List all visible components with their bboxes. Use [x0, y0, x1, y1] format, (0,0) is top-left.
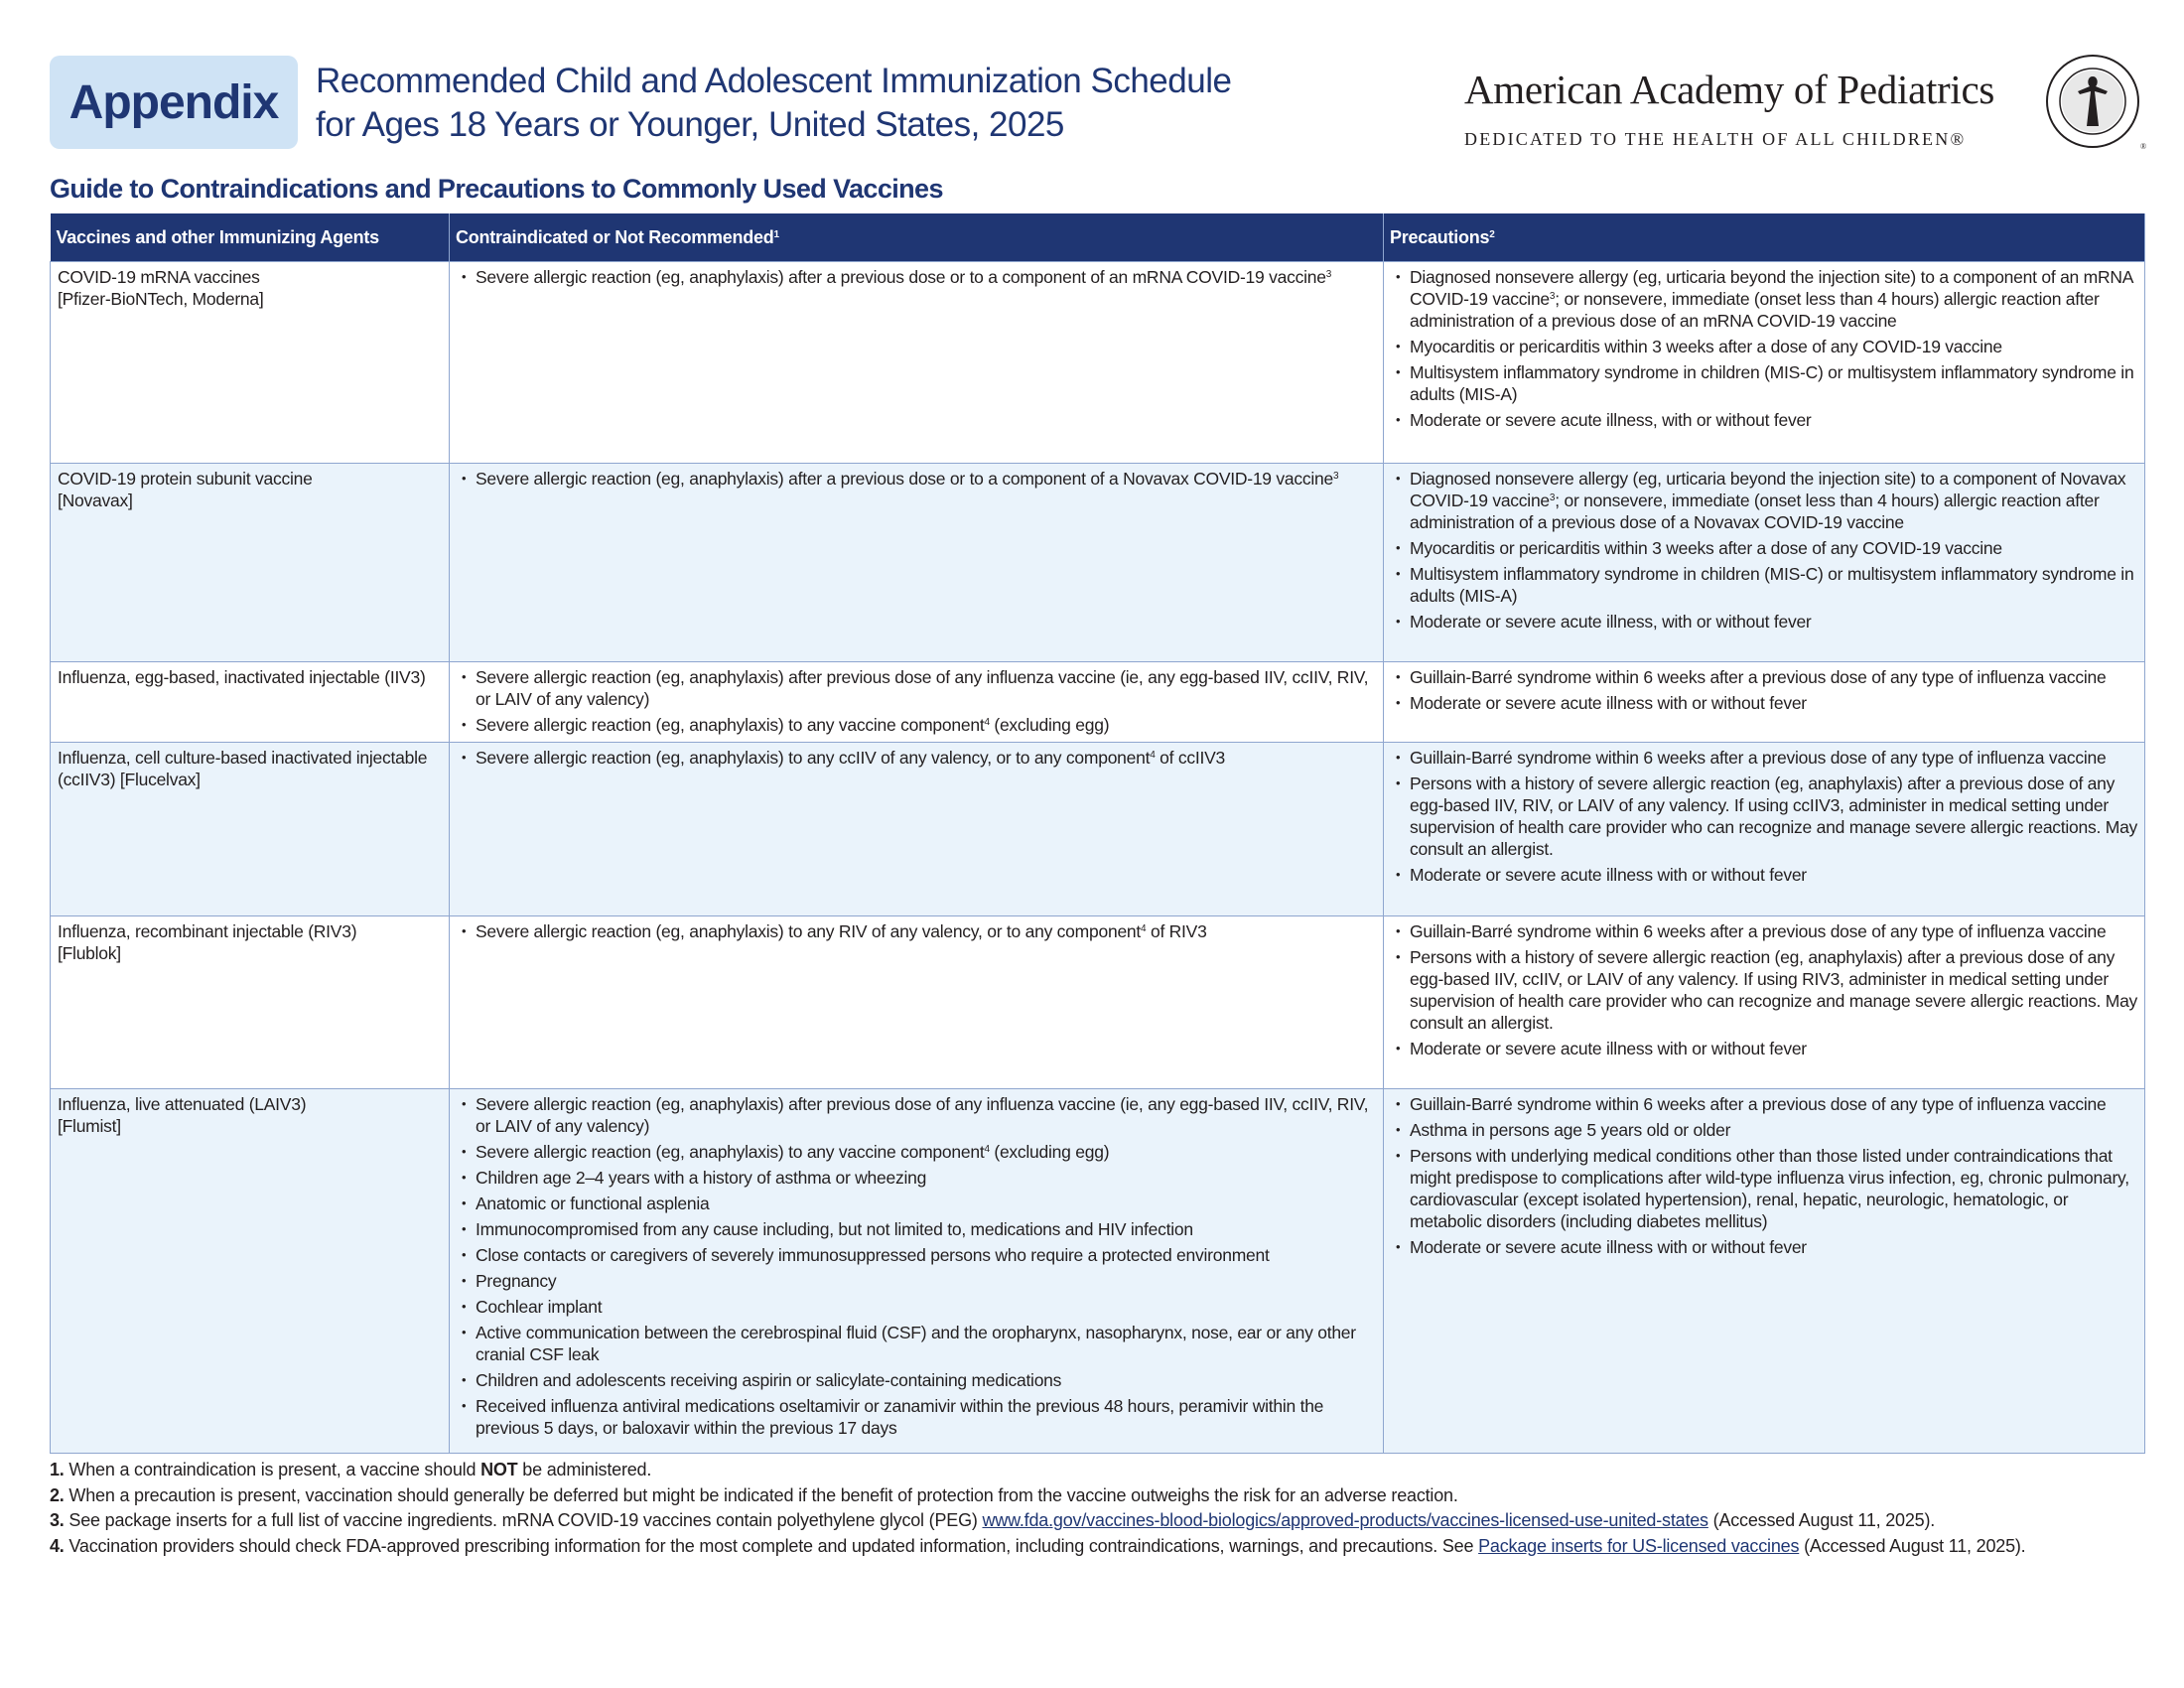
precaution-list: [1391, 666, 2138, 714]
org-tagline: DEDICATED TO THE HEALTH OF ALL CHILDREN®: [1464, 129, 1967, 149]
list-item: [1391, 266, 2138, 332]
column-label: Precautions: [1390, 227, 1490, 247]
contraindication-list: [457, 666, 1377, 736]
contraindications-cell: [450, 662, 1384, 743]
footnote-number: 1.: [50, 1460, 65, 1479]
item-text: Moderate or severe acute illness with or without fever: [1410, 1237, 1807, 1257]
column-label: Vaccines and other Immunizing Agents: [56, 227, 379, 247]
item-text: Guillain-Barré syndrome within 6 weeks after a previous dose of any type of influenza vaccine: [1410, 921, 2107, 941]
contraindication-list: [457, 266, 1377, 288]
item-text: Severe allergic reaction (eg, anaphylaxis) to any vaccine component: [476, 1142, 985, 1162]
vaccine-agent-name: COVID-19 mRNA vaccines: [58, 267, 260, 287]
page-title: [316, 60, 1231, 147]
fda-vaccines-link[interactable]: www.fda.gov/vaccines-blood-biologics/approved-products/vaccines-licensed-use-united-states: [982, 1510, 1708, 1530]
list-item: [457, 747, 1377, 769]
table-row: [51, 262, 2145, 464]
table-row: [51, 464, 2145, 662]
footnote-ref: 3: [1549, 291, 1556, 302]
list-item: [457, 1141, 1377, 1163]
title-line-2: for Ages 18 Years or Younger, United States, 2025: [316, 105, 1064, 144]
list-item: [457, 1167, 1377, 1189]
item-text: Asthma in persons age 5 years old or older: [1410, 1120, 1731, 1140]
item-text: Severe allergic reaction (eg, anaphylaxis) after a previous dose or to a component of a Novavax COVID-19 vaccine: [476, 469, 1333, 489]
footnote-ref: 4: [1150, 750, 1156, 761]
footnote-ref: 4: [1141, 923, 1147, 934]
vaccine-agent-name: [Flumist]: [58, 1116, 121, 1136]
contraindication-list: [457, 1093, 1377, 1439]
item-text: Guillain-Barré syndrome within 6 weeks after a previous dose of any type of influenza vaccine: [1410, 667, 2107, 687]
list-item: [1391, 1093, 2138, 1115]
item-text: Pregnancy: [476, 1271, 557, 1291]
item-text: Moderate or severe acute illness, with or without fever: [1410, 612, 1812, 632]
vaccine-agent-name: [Pfizer-BioNTech, Moderna]: [58, 289, 264, 309]
vaccine-agent-name: COVID-19 protein subunit vaccine: [58, 469, 313, 489]
contraindications-table: [50, 213, 2145, 1454]
list-item: [457, 1093, 1377, 1137]
list-item: [457, 1395, 1377, 1439]
vaccine-agent-cell: [51, 662, 450, 743]
item-text: (excluding egg): [989, 715, 1110, 735]
precaution-list: [1391, 468, 2138, 633]
footnote-ref: 4: [984, 1144, 990, 1155]
list-item: [1391, 537, 2138, 559]
footnote-text: be administered.: [517, 1460, 652, 1479]
precaution-list: [1391, 920, 2138, 1059]
vaccine-agent-name: Influenza, egg-based, inactivated injectable (IIV3): [58, 667, 426, 687]
item-text: Received influenza antiviral medications oseltamivir or zanamivir within the previous 48 hours, peramivir within the previous 5 days, or baloxavir within the previous 17 days: [476, 1396, 1324, 1438]
precautions-cell: [1384, 262, 2145, 464]
vaccine-agent-name: Influenza, cell culture-based inactivated injectable (ccIIV3) [Flucelvax]: [58, 748, 428, 789]
footnote-text: When a precaution is present, vaccination should generally be deferred but might be indicated if the benefit of protection from the vaccine outweighs the risk for an adverse reaction.: [64, 1484, 1458, 1505]
item-text: of RIV3: [1146, 921, 1207, 941]
vaccine-agent-name: Influenza, live attenuated (LAIV3): [58, 1094, 307, 1114]
item-text: Children age 2–4 years with a history of asthma or wheezing: [476, 1168, 927, 1188]
contraindications-cell: [450, 916, 1384, 1089]
list-item: [1391, 946, 2138, 1034]
column-header-contraindicated: [450, 213, 1384, 262]
column-header-agents: [51, 213, 450, 262]
list-item: [457, 1296, 1377, 1318]
item-text: (excluding egg): [989, 1142, 1110, 1162]
item-text: Immunocompromised from any cause including, but not limited to, medications and HIV infection: [476, 1219, 1193, 1239]
table-row: [51, 1089, 2145, 1454]
list-item: [457, 1218, 1377, 1240]
precautions-cell: [1384, 916, 2145, 1089]
vaccine-agent-cell: [51, 1089, 450, 1454]
item-text: Multisystem inflammatory syndrome in children (MIS-C) or multisystem inflammatory syndrome in adults (MIS-A): [1410, 564, 2134, 606]
list-item: [457, 1369, 1377, 1391]
item-text: Persons with underlying medical conditions other than those listed under contraindications that might predispose to complications after wild-type influenza virus infection, eg, chronic pulmonary, cardiovascular (except isolated hypertension), renal, hepatic, neurologic, hematologic, or metabolic disorders (including diabetes mellitus): [1410, 1146, 2129, 1231]
footnote-2: [50, 1483, 2154, 1509]
list-item: [457, 1322, 1377, 1365]
list-item: [1391, 864, 2138, 886]
footnote-4: [50, 1534, 2154, 1560]
list-item: [1391, 563, 2138, 607]
item-text: Severe allergic reaction (eg, anaphylaxis) to any ccIIV of any valency, or to any component: [476, 748, 1151, 768]
precaution-list: [1391, 747, 2138, 886]
package-inserts-link[interactable]: Package inserts for US-licensed vaccines: [1478, 1535, 1800, 1556]
table-row: [51, 916, 2145, 1089]
footnote-ref: 3: [1333, 471, 1339, 482]
item-text: Children and adolescents receiving aspirin or salicylate-containing medications: [476, 1370, 1062, 1390]
precautions-cell: [1384, 1089, 2145, 1454]
precautions-cell: [1384, 662, 2145, 743]
item-text: Severe allergic reaction (eg, anaphylaxis) after a previous dose or to a component of an mRNA COVID-19 vaccine: [476, 267, 1326, 287]
list-item: [1391, 692, 2138, 714]
footnote-1: [50, 1458, 2154, 1483]
list-item: [1391, 773, 2138, 860]
list-item: [1391, 1145, 2138, 1232]
contraindications-cell: [450, 1089, 1384, 1454]
footnote-ref: 4: [984, 717, 990, 728]
footnote-ref: 3: [1325, 269, 1332, 280]
item-text: Multisystem inflammatory syndrome in children (MIS-C) or multisystem inflammatory syndrome in adults (MIS-A): [1410, 362, 2134, 404]
footnote-text: See package inserts for a full list of vaccine ingredients. mRNA COVID-19 vaccines contain polyethylene glycol (PEG): [64, 1510, 983, 1530]
item-text: Moderate or severe acute illness, with or without fever: [1410, 410, 1812, 430]
list-item: [1391, 920, 2138, 942]
list-item: [457, 1270, 1377, 1292]
item-text: Anatomic or functional asplenia: [476, 1194, 710, 1213]
list-item: [457, 714, 1377, 736]
svg-text:®: ®: [2140, 142, 2147, 151]
contraindication-list: [457, 468, 1377, 490]
vaccine-agent-name: [Flublok]: [58, 943, 121, 963]
footnote-text: When a contraindication is present, a vaccine should: [64, 1460, 481, 1479]
list-item: [1391, 611, 2138, 633]
footnote-ref: 2: [1489, 229, 1495, 240]
item-text: Severe allergic reaction (eg, anaphylaxis) after previous dose of any influenza vaccine (ie, any egg-based IIV, ccIIV, RIV, or LAIV of any valency): [476, 1094, 1369, 1136]
item-text: Persons with a history of severe allergic reaction (eg, anaphylaxis) after a previous dose of any egg-based IIV, RIV, or LAIV of any valency. If using ccIIV3, administer in medical setting under supervision of health care provider who can recognize and manage severe allergic reactions. May consult an allergist.: [1410, 774, 2138, 859]
precautions-cell: [1384, 464, 2145, 662]
footnote-ref: 1: [773, 229, 779, 240]
precaution-list: [1391, 1093, 2138, 1258]
aap-seal-logo: [2043, 52, 2147, 151]
list-item: [1391, 1236, 2138, 1258]
contraindications-cell: [450, 464, 1384, 662]
list-item: [457, 468, 1377, 490]
item-text: Severe allergic reaction (eg, anaphylaxis) after previous dose of any influenza vaccine (ie, any egg-based IIV, ccIIV, RIV, or LAIV of any valency): [476, 667, 1369, 709]
contraindications-cell: [450, 743, 1384, 916]
list-item: [457, 666, 1377, 710]
footnote-number: 2.: [50, 1484, 65, 1505]
item-text: ; or nonsevere, immediate (onset less than 4 hours) allergic reaction after administration of a previous dose of a Novavax COVID-19 vaccine: [1410, 491, 2100, 532]
item-text: Moderate or severe acute illness with or without fever: [1410, 1039, 1807, 1058]
item-text: Guillain-Barré syndrome within 6 weeks after a previous dose of any type of influenza vaccine: [1410, 748, 2107, 768]
footnote-number: 4.: [50, 1535, 65, 1556]
item-text: Myocarditis or pericarditis within 3 weeks after a dose of any COVID-19 vaccine: [1410, 538, 2002, 558]
contraindications-cell: [450, 262, 1384, 464]
list-item: [457, 920, 1377, 942]
footnote-ref: 3: [1549, 492, 1556, 503]
list-item: [1391, 361, 2138, 405]
vaccine-agent-name: Influenza, recombinant injectable (RIV3): [58, 921, 357, 941]
column-header-precautions: [1384, 213, 2145, 262]
item-text: Moderate or severe acute illness with or without fever: [1410, 693, 1807, 713]
title-line-1: Recommended Child and Adolescent Immunization Schedule: [316, 62, 1232, 100]
list-item: [1391, 468, 2138, 533]
precautions-cell: [1384, 743, 2145, 916]
item-text: Close contacts or caregivers of severely immunosuppressed persons who require a protected environment: [476, 1245, 1270, 1265]
item-text: Active communication between the cerebrospinal fluid (CSF) and the oropharynx, nasopharynx, nose, ear or any other cranial CSF leak: [476, 1323, 1356, 1364]
footnote-text: Vaccination providers should check FDA-approved prescribing information for the most complete and updated information, including contraindications, warnings, and precautions. See: [64, 1535, 1479, 1556]
item-text: Persons with a history of severe allergic reaction (eg, anaphylaxis) after a previous dose of any egg-based IIV, ccIIV, or LAIV of any valency. If using RIV3, administer in medical setting under supervision of health care provider who can recognize and manage severe allergic reactions. May consult an allergist.: [1410, 947, 2138, 1033]
item-text: Cochlear implant: [476, 1297, 603, 1317]
section-title: Guide to Contraindications and Precautions to Commonly Used Vaccines: [50, 174, 943, 204]
footnote-number: 3.: [50, 1510, 65, 1530]
vaccine-agent-name: [Novavax]: [58, 491, 133, 510]
list-item: [1391, 1038, 2138, 1059]
vaccine-agent-cell: [51, 262, 450, 464]
item-text: ; or nonsevere, immediate (onset less than 4 hours) allergic reaction after administration of a previous dose of an mRNA COVID-19 vaccine: [1410, 289, 2100, 331]
vaccine-agent-cell: [51, 916, 450, 1089]
table-header-row: [51, 213, 2145, 262]
footnote-text: (Accessed August 11, 2025).: [1799, 1535, 2026, 1556]
list-item: [1391, 336, 2138, 357]
item-text: Severe allergic reaction (eg, anaphylaxis) to any RIV of any valency, or to any component: [476, 921, 1142, 941]
footnote-text: (Accessed August 11, 2025).: [1707, 1510, 1936, 1530]
contraindication-list: [457, 747, 1377, 769]
list-item: [457, 1193, 1377, 1214]
contraindication-list: [457, 920, 1377, 942]
column-label: Contraindicated or Not Recommended: [456, 227, 774, 247]
list-item: [1391, 1119, 2138, 1141]
vaccine-agent-cell: [51, 464, 450, 662]
footnote-3: [50, 1508, 2154, 1534]
item-text: of ccIIV3: [1155, 748, 1226, 768]
item-text: Guillain-Barré syndrome within 6 weeks after a previous dose of any type of influenza vaccine: [1410, 1094, 2107, 1114]
list-item: [457, 266, 1377, 288]
appendix-badge: Appendix: [50, 56, 298, 149]
vaccine-agent-cell: [51, 743, 450, 916]
table-row: [51, 662, 2145, 743]
item-text: Diagnosed nonsevere allergy (eg, urticaria beyond the injection site) to a component of Novavax COVID-19 vaccine: [1410, 469, 2126, 510]
precaution-list: [1391, 266, 2138, 431]
list-item: [1391, 409, 2138, 431]
org-name: American Academy of Pediatrics: [1464, 67, 1995, 112]
item-text: Moderate or severe acute illness with or without fever: [1410, 865, 1807, 885]
footnotes: [50, 1458, 2154, 1559]
item-text: Myocarditis or pericarditis within 3 weeks after a dose of any COVID-19 vaccine: [1410, 337, 2002, 356]
item-text: Severe allergic reaction (eg, anaphylaxis) to any vaccine component: [476, 715, 985, 735]
table-row: [51, 743, 2145, 916]
list-item: [457, 1244, 1377, 1266]
footnote-emphasis: NOT: [480, 1460, 518, 1479]
list-item: [1391, 747, 2138, 769]
item-text: Diagnosed nonsevere allergy (eg, urticaria beyond the injection site) to a component of an mRNA COVID-19 vaccine: [1410, 267, 2133, 309]
list-item: [1391, 666, 2138, 688]
table-body: [51, 262, 2145, 1454]
